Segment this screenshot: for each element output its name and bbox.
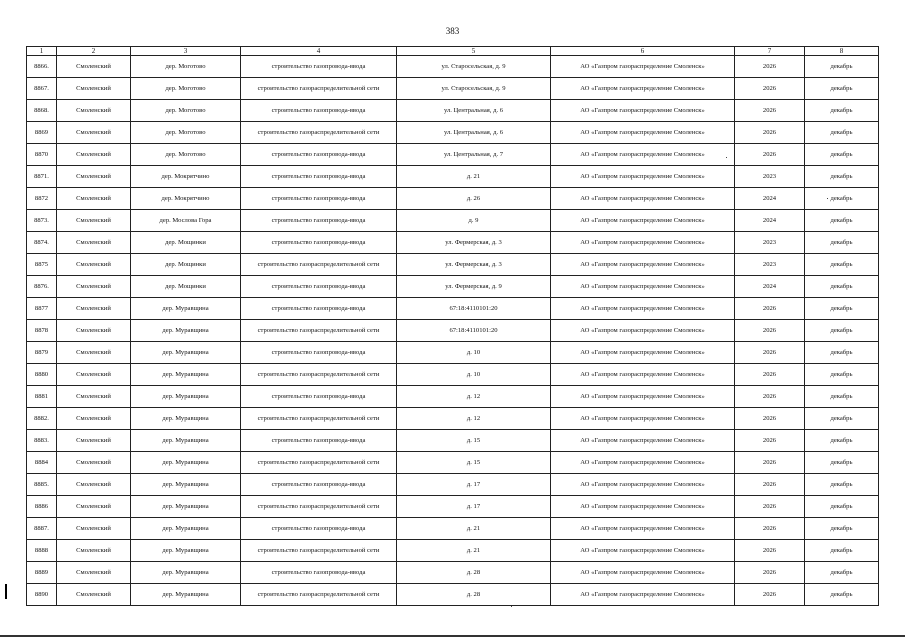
settlement-cell: дер. Моготово (131, 56, 241, 78)
month-cell: декабрь (805, 78, 879, 100)
row-number-cell: 8875 (27, 254, 57, 276)
district-cell: Смоленский (57, 342, 131, 364)
scan-speck (511, 606, 512, 607)
page-number: 383 (445, 26, 460, 36)
organization-cell: АО «Газпром газораспределение Смоленск» (551, 210, 735, 232)
district-cell: Смоленский (57, 188, 131, 210)
year-cell: 2026 (735, 496, 805, 518)
work-type-cell: строительство газопровода-ввода (241, 232, 397, 254)
organization-cell: АО «Газпром газораспределение Смоленск» (551, 540, 735, 562)
year-cell: 2026 (735, 56, 805, 78)
settlement-cell: дер. Мокрятчино (131, 188, 241, 210)
district-cell: Смоленский (57, 562, 131, 584)
table-row (27, 342, 879, 364)
year-cell: 2026 (735, 540, 805, 562)
month-cell: декабрь (805, 276, 879, 298)
address-cell: ул. Центральная, д. 7 (397, 144, 551, 166)
district-cell: Смоленский (57, 584, 131, 606)
organization-cell: АО «Газпром газораспределение Смоленск» (551, 144, 735, 166)
address-cell: д. 15 (397, 452, 551, 474)
organization-cell: АО «Газпром газораспределение Смоленск» (551, 298, 735, 320)
table-row (27, 452, 879, 474)
work-type-cell: строительство газопровода-ввода (241, 144, 397, 166)
month-cell: декабрь (805, 562, 879, 584)
district-cell: Смоленский (57, 518, 131, 540)
address-cell: д. 9 (397, 210, 551, 232)
organization-cell: АО «Газпром газораспределение Смоленск» (551, 584, 735, 606)
organization-cell: АО «Газпром газораспределение Смоленск» (551, 232, 735, 254)
header-cell: 1 (27, 47, 57, 56)
settlement-cell: дер. Моготово (131, 100, 241, 122)
work-type-cell: строительство газораспределительной сети (241, 364, 397, 386)
table-row (27, 166, 879, 188)
table-row (27, 320, 879, 342)
year-cell: 2026 (735, 386, 805, 408)
settlement-cell: дер. Муравщина (131, 298, 241, 320)
work-type-cell: строительство газораспределительной сети (241, 584, 397, 606)
year-cell: 2023 (735, 254, 805, 276)
year-cell: 2026 (735, 408, 805, 430)
organization-cell: АО «Газпром газораспределение Смоленск» (551, 342, 735, 364)
table-row (27, 254, 879, 276)
month-cell: декабрь (805, 144, 879, 166)
table-row (27, 232, 879, 254)
month-cell: декабрь (805, 584, 879, 606)
table-row (27, 584, 879, 606)
district-cell: Смоленский (57, 386, 131, 408)
district-cell: Смоленский (57, 232, 131, 254)
year-cell: 2026 (735, 144, 805, 166)
settlement-cell: дер. Муравщина (131, 408, 241, 430)
address-cell: д. 21 (397, 518, 551, 540)
work-type-cell: строительство газопровода-ввода (241, 342, 397, 364)
month-cell: декабрь (805, 122, 879, 144)
work-type-cell: строительство газопровода-ввода (241, 56, 397, 78)
month-cell: декабрь (805, 188, 879, 210)
organization-cell: АО «Газпром газораспределение Смоленск» (551, 474, 735, 496)
month-cell: декабрь (805, 386, 879, 408)
month-cell: декабрь (805, 474, 879, 496)
header-cell: 3 (131, 47, 241, 56)
settlement-cell: дер. Муравщина (131, 386, 241, 408)
table-row (27, 474, 879, 496)
organization-cell: АО «Газпром газораспределение Смоленск» (551, 386, 735, 408)
district-cell: Смоленский (57, 496, 131, 518)
year-cell: 2026 (735, 562, 805, 584)
table-row (27, 298, 879, 320)
table-row (27, 562, 879, 584)
header-cell: 5 (397, 47, 551, 56)
organization-cell: АО «Газпром газораспределение Смоленск» (551, 430, 735, 452)
organization-cell: АО «Газпром газораспределение Смоленск» (551, 166, 735, 188)
year-cell: 2024 (735, 210, 805, 232)
year-cell: 2023 (735, 232, 805, 254)
address-cell: д. 12 (397, 408, 551, 430)
district-cell: Смоленский (57, 210, 131, 232)
row-number-cell: 8884 (27, 452, 57, 474)
row-number-cell: 8886 (27, 496, 57, 518)
month-cell: декабрь (805, 364, 879, 386)
organization-cell: АО «Газпром газораспределение Смоленск» (551, 78, 735, 100)
address-cell: д. 21 (397, 166, 551, 188)
row-number-cell: 8880 (27, 364, 57, 386)
address-cell: ул. Старосельская, д. 9 (397, 56, 551, 78)
month-cell: декабрь (805, 342, 879, 364)
year-cell: 2026 (735, 364, 805, 386)
year-cell: 2026 (735, 430, 805, 452)
row-number-cell: 8883. (27, 430, 57, 452)
year-cell: 2026 (735, 584, 805, 606)
district-cell: Смоленский (57, 408, 131, 430)
district-cell: Смоленский (57, 540, 131, 562)
table-row (27, 100, 879, 122)
address-cell: д. 28 (397, 562, 551, 584)
organization-cell: АО «Газпром газораспределение Смоленск» (551, 188, 735, 210)
organization-cell: АО «Газпром газораспределение Смоленск» (551, 518, 735, 540)
work-type-cell: строительство газопровода-ввода (241, 298, 397, 320)
work-type-cell: строительство газораспределительной сети (241, 496, 397, 518)
year-cell: 2026 (735, 474, 805, 496)
district-cell: Смоленский (57, 78, 131, 100)
row-number-cell: 8877 (27, 298, 57, 320)
settlement-cell: дер. Муравщина (131, 540, 241, 562)
settlement-cell: дер. Муравщина (131, 584, 241, 606)
address-cell: 67:18:4110101:20 (397, 298, 551, 320)
year-cell: 2026 (735, 100, 805, 122)
month-cell: декабрь (805, 430, 879, 452)
work-type-cell: строительство газораспределительной сети (241, 408, 397, 430)
table-row (27, 496, 879, 518)
address-cell: ул. Фермерская, д. 3 (397, 254, 551, 276)
work-type-cell: строительство газопровода-ввода (241, 518, 397, 540)
address-cell: д. 10 (397, 342, 551, 364)
row-number-cell: 8879 (27, 342, 57, 364)
district-cell: Смоленский (57, 276, 131, 298)
settlement-cell: дер. Моготово (131, 122, 241, 144)
table-row (27, 430, 879, 452)
year-cell: 2026 (735, 122, 805, 144)
month-cell: декабрь (805, 56, 879, 78)
address-cell: 67:18:4110101:20 (397, 320, 551, 342)
header-cell: 8 (805, 47, 879, 56)
address-cell: д. 26 (397, 188, 551, 210)
table-body (27, 56, 879, 606)
work-type-cell: строительство газораспределительной сети (241, 320, 397, 342)
address-cell: ул. Фермерская, д. 9 (397, 276, 551, 298)
table-row (27, 386, 879, 408)
settlement-cell: дер. Моготово (131, 144, 241, 166)
scan-bottom-edge (0, 635, 905, 637)
district-cell: Смоленский (57, 364, 131, 386)
row-number-cell: 8887. (27, 518, 57, 540)
organization-cell: АО «Газпром газораспределение Смоленск» (551, 100, 735, 122)
address-cell: д. 10 (397, 364, 551, 386)
district-cell: Смоленский (57, 56, 131, 78)
settlement-cell: дер. Муравщина (131, 364, 241, 386)
year-cell: 2026 (735, 518, 805, 540)
district-cell: Смоленский (57, 474, 131, 496)
address-cell: д. 28 (397, 584, 551, 606)
table-row (27, 144, 879, 166)
row-number-cell: 8889 (27, 562, 57, 584)
address-cell: д. 15 (397, 430, 551, 452)
organization-cell: АО «Газпром газораспределение Смоленск» (551, 320, 735, 342)
district-cell: Смоленский (57, 254, 131, 276)
work-type-cell: строительство газопровода-ввода (241, 188, 397, 210)
registry-table (26, 46, 879, 606)
year-cell: 2026 (735, 78, 805, 100)
header-cell: 4 (241, 47, 397, 56)
row-number-cell: 8876. (27, 276, 57, 298)
organization-cell: АО «Газпром газораспределение Смоленск» (551, 452, 735, 474)
district-cell: Смоленский (57, 298, 131, 320)
row-number-cell: 8878 (27, 320, 57, 342)
scan-margin-mark (5, 584, 7, 599)
address-cell: ул. Центральная, д. 6 (397, 122, 551, 144)
settlement-cell: дер. Моготово (131, 78, 241, 100)
scan-speck (726, 157, 727, 158)
row-number-cell: 8872 (27, 188, 57, 210)
row-number-cell: 8866. (27, 56, 57, 78)
month-cell: декабрь (805, 298, 879, 320)
work-type-cell: строительство газопровода-ввода (241, 474, 397, 496)
year-cell: 2026 (735, 452, 805, 474)
row-number-cell: 8882. (27, 408, 57, 430)
row-number-cell: 8881 (27, 386, 57, 408)
district-cell: Смоленский (57, 122, 131, 144)
row-number-cell: 8869 (27, 122, 57, 144)
year-cell: 2023 (735, 166, 805, 188)
table-row (27, 276, 879, 298)
address-cell: ул. Старосельская, д. 9 (397, 78, 551, 100)
district-cell: Смоленский (57, 144, 131, 166)
table-row (27, 188, 879, 210)
table-row (27, 364, 879, 386)
table-row (27, 78, 879, 100)
work-type-cell: строительство газопровода-ввода (241, 562, 397, 584)
address-cell: ул. Центральная, д. 6 (397, 100, 551, 122)
row-number-cell: 8871. (27, 166, 57, 188)
header-cell: 2 (57, 47, 131, 56)
month-cell: декабрь (805, 210, 879, 232)
work-type-cell: строительство газопровода-ввода (241, 166, 397, 188)
row-number-cell: 8868. (27, 100, 57, 122)
month-cell: декабрь (805, 452, 879, 474)
settlement-cell: дер. Мокрятчино (131, 166, 241, 188)
district-cell: Смоленский (57, 320, 131, 342)
district-cell: Смоленский (57, 452, 131, 474)
settlement-cell: дер. Муравщина (131, 518, 241, 540)
work-type-cell: строительство газораспределительной сети (241, 540, 397, 562)
row-number-cell: 8874. (27, 232, 57, 254)
organization-cell: АО «Газпром газораспределение Смоленск» (551, 56, 735, 78)
month-cell: декабрь (805, 518, 879, 540)
work-type-cell: строительство газораспределительной сети (241, 78, 397, 100)
row-number-cell: 8873. (27, 210, 57, 232)
settlement-cell: дер. Муравщина (131, 452, 241, 474)
year-cell: 2026 (735, 342, 805, 364)
settlement-cell: дер. Мощинки (131, 232, 241, 254)
settlement-cell: дер. Муравщина (131, 430, 241, 452)
address-cell: д. 17 (397, 474, 551, 496)
address-cell: д. 21 (397, 540, 551, 562)
work-type-cell: строительство газопровода-ввода (241, 386, 397, 408)
month-cell: декабрь (805, 232, 879, 254)
month-cell: декабрь (805, 100, 879, 122)
table-header-row (27, 47, 879, 56)
table-row (27, 56, 879, 78)
year-cell: 2026 (735, 320, 805, 342)
settlement-cell: дер. Муравщина (131, 342, 241, 364)
scan-speck (827, 198, 828, 199)
month-cell: декабрь (805, 166, 879, 188)
address-cell: ул. Фермерская, д. 3 (397, 232, 551, 254)
work-type-cell: строительство газораспределительной сети (241, 254, 397, 276)
settlement-cell: дер. Муравщина (131, 562, 241, 584)
row-number-cell: 8890 (27, 584, 57, 606)
table-row (27, 122, 879, 144)
row-number-cell: 8888 (27, 540, 57, 562)
district-cell: Смоленский (57, 166, 131, 188)
settlement-cell: дер. Мощинки (131, 276, 241, 298)
work-type-cell: строительство газопровода-ввода (241, 100, 397, 122)
settlement-cell: дер. Муравщина (131, 474, 241, 496)
organization-cell: АО «Газпром газораспределение Смоленск» (551, 276, 735, 298)
table-row (27, 408, 879, 430)
year-cell: 2024 (735, 188, 805, 210)
organization-cell: АО «Газпром газораспределение Смоленск» (551, 408, 735, 430)
row-number-cell: 8885. (27, 474, 57, 496)
work-type-cell: строительство газораспределительной сети (241, 122, 397, 144)
month-cell: декабрь (805, 254, 879, 276)
address-cell: д. 17 (397, 496, 551, 518)
month-cell: декабрь (805, 408, 879, 430)
work-type-cell: строительство газопровода-ввода (241, 430, 397, 452)
district-cell: Смоленский (57, 100, 131, 122)
work-type-cell: строительство газопровода-ввода (241, 276, 397, 298)
settlement-cell: дер. Мослова Гора (131, 210, 241, 232)
header-cell: 7 (735, 47, 805, 56)
organization-cell: АО «Газпром газораспределение Смоленск» (551, 122, 735, 144)
year-cell: 2026 (735, 298, 805, 320)
year-cell: 2024 (735, 276, 805, 298)
organization-cell: АО «Газпром газораспределение Смоленск» (551, 562, 735, 584)
settlement-cell: дер. Муравщина (131, 320, 241, 342)
table-row (27, 210, 879, 232)
work-type-cell: строительство газопровода-ввода (241, 210, 397, 232)
organization-cell: АО «Газпром газораспределение Смоленск» (551, 496, 735, 518)
header-cell: 6 (551, 47, 735, 56)
settlement-cell: дер. Муравщина (131, 496, 241, 518)
settlement-cell: дер. Мощинки (131, 254, 241, 276)
row-number-cell: 8867. (27, 78, 57, 100)
organization-cell: АО «Газпром газораспределение Смоленск» (551, 254, 735, 276)
district-cell: Смоленский (57, 430, 131, 452)
work-type-cell: строительство газораспределительной сети (241, 452, 397, 474)
row-number-cell: 8870 (27, 144, 57, 166)
month-cell: декабрь (805, 540, 879, 562)
table-row (27, 540, 879, 562)
table-row (27, 518, 879, 540)
organization-cell: АО «Газпром газораспределение Смоленск» (551, 364, 735, 386)
address-cell: д. 12 (397, 386, 551, 408)
month-cell: декабрь (805, 320, 879, 342)
month-cell: декабрь (805, 496, 879, 518)
